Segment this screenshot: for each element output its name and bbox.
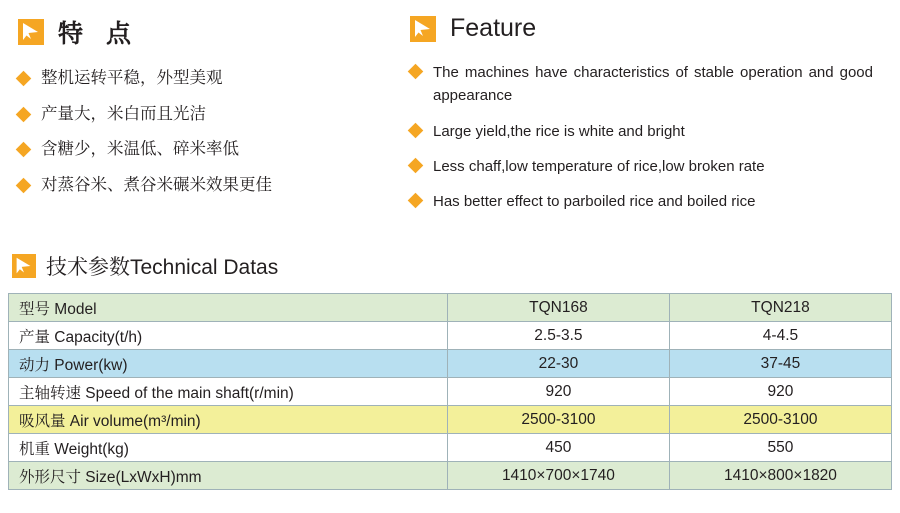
feature-cn-title: 特 点 bbox=[58, 20, 139, 48]
row-value: 920 bbox=[447, 378, 669, 406]
row-value: 22-30 bbox=[447, 350, 669, 378]
row-value: 550 bbox=[669, 434, 891, 462]
row-value: 450 bbox=[447, 434, 669, 462]
row-value: 4-4.5 bbox=[669, 322, 891, 350]
feature-en-item-text: Less chaff,low temperature of rice,low broken rate bbox=[433, 157, 765, 175]
row-label: 外形尺寸 Size(LxWxH)mm bbox=[9, 462, 448, 490]
table-row bbox=[9, 350, 892, 378]
row-value: 920 bbox=[669, 378, 891, 406]
diamond-bullet-icon bbox=[408, 64, 424, 80]
row-value: 1410×800×1820 bbox=[669, 462, 891, 490]
feature-en-item-text: Large yield,the rice is white and bright bbox=[433, 122, 685, 140]
row-value: TQN218 bbox=[669, 294, 891, 322]
technical-datas-heading bbox=[0, 241, 900, 289]
feature-cn-item-text: 对蒸谷米、煮谷米碾米效果更佳 bbox=[41, 175, 272, 194]
feature-column-cn bbox=[0, 14, 405, 225]
diamond-bullet-icon bbox=[16, 178, 32, 194]
feature-en-list bbox=[410, 61, 900, 213]
features-section bbox=[0, 0, 900, 225]
table-row bbox=[9, 294, 892, 322]
diamond-bullet-icon bbox=[16, 71, 32, 87]
flag-arrow-icon bbox=[12, 254, 36, 278]
diamond-bullet-icon bbox=[408, 157, 424, 173]
feature-cn-item-text: 含糖少，米温低、碎米率低 bbox=[41, 140, 239, 159]
list-item bbox=[410, 61, 900, 108]
diamond-bullet-icon bbox=[16, 142, 32, 158]
list-item bbox=[18, 104, 405, 125]
feature-en-item-text: Has better effect to parboiled rice and boiled rice bbox=[433, 193, 756, 210]
diamond-bullet-icon bbox=[16, 106, 32, 122]
row-label: 动力 Power(kw) bbox=[9, 350, 448, 378]
table-row bbox=[9, 406, 892, 434]
feature-column-en bbox=[405, 14, 900, 225]
technical-datas-title: 技术参数Technical Datas bbox=[46, 256, 279, 280]
list-item bbox=[18, 68, 405, 89]
table-row bbox=[9, 462, 892, 490]
list-item bbox=[410, 190, 900, 213]
row-value: 1410×700×1740 bbox=[447, 462, 669, 490]
row-label: 吸风量 Air volume(m³/min) bbox=[9, 406, 448, 434]
table-row bbox=[9, 434, 892, 462]
row-value: TQN168 bbox=[447, 294, 669, 322]
row-label: 产量 Capacity(t/h) bbox=[9, 322, 448, 350]
feature-en-item-text: The machines have characteristics of stable operation and good appearance bbox=[433, 64, 873, 105]
table-row bbox=[9, 378, 892, 406]
row-value: 2.5-3.5 bbox=[447, 322, 669, 350]
feature-cn-list bbox=[18, 68, 405, 196]
flag-arrow-icon bbox=[18, 19, 44, 45]
flag-arrow-icon bbox=[410, 16, 436, 42]
list-item bbox=[18, 139, 405, 160]
row-label: 型号 Model bbox=[9, 294, 448, 322]
feature-en-title: Feature bbox=[450, 14, 537, 42]
row-value: 37-45 bbox=[669, 350, 891, 378]
row-label: 主轴转速 Speed of the main shaft(r/min) bbox=[9, 378, 448, 406]
feature-cn-item-text: 产量大，米白而且光洁 bbox=[41, 104, 206, 123]
row-label: 机重 Weight(kg) bbox=[9, 434, 448, 462]
list-item bbox=[410, 120, 900, 143]
list-item bbox=[410, 155, 900, 178]
feature-en-heading bbox=[410, 14, 900, 43]
row-value: 2500-3100 bbox=[447, 406, 669, 434]
feature-cn-item-text: 整机运转平稳，外型美观 bbox=[41, 69, 223, 87]
diamond-bullet-icon bbox=[408, 122, 424, 138]
row-value: 2500-3100 bbox=[669, 406, 891, 434]
feature-cn-heading bbox=[18, 14, 405, 50]
list-item bbox=[18, 175, 405, 196]
specifications-table bbox=[8, 293, 892, 490]
diamond-bullet-icon bbox=[408, 193, 424, 209]
table-row bbox=[9, 322, 892, 350]
